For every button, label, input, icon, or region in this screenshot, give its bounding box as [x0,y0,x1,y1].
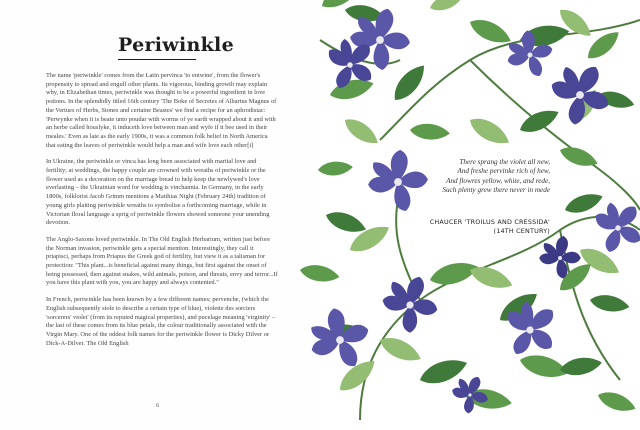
attribution-century: (14TH CENTURY) [493,226,550,235]
paragraph-french: In French, periwinkle has been known by a few different names; pervenche, (which the English subsequently stole to describe a certain type of blue), violette des sorciers 'sorcerers' violet' (from its reputed magical properties), and pucelage meaning 'virginity' – the last of these comes from its blue petals, the colour traditionally associated with the Virgin Mary. One of the oddest folk names for the periwinkle flower is Dicky Dilver or Dick-A-Dilver. The Old English [46,296,276,347]
poem-quote [372,158,550,195]
attribution-author: CHAUCER 'TROILUS AND CRESSIDA' [429,218,550,226]
poem-line-3: And flowres yellow, white, and rede, [446,176,550,185]
paragraph-ukraine: In Ukraine, the periwinkle or vinca has long been associated with marital love and fertility; at weddings, the happy couple are crowned with wreaths of periwinkle or the flower used as a decoration on the marriage bread to help keep the newlywed's love everlasting – the Ukrainian word for wedding is vinchannia. In Germany, in the early 1800s, folklorist Jacob Grimm mentions a Matthias Night (February 24th) tradition of young girls plaiting periwinkle wreaths to symbolise a forthcoming marriage, while in Victorian floral language a sprig of periwinkle flowers showed someone your unending devotion. [46,158,270,227]
poem-line-4: Such plenty grew there never in mede [442,185,550,194]
page-title: Periwinkle [118,34,234,56]
poem-line-1: There sprang the violet all new, [459,158,550,166]
page-number: 6 [156,402,160,409]
poem-attribution [404,218,550,236]
periwinkle-flowers [300,9,640,417]
paragraph-etymology: The name 'periwinkle' comes from the Latin pervinca 'to entwine', from the flower's propensity to spread and engulf other plants. Its vigorous, binding growth may explain why, in Elizabethan times, periwinkle was thought to be a powerful ingredient in love potions. In the splendidly titled 16th century 'The Boke of Secretes of Albartus Magnus of the Vertues of Herbs, Stones and certaine Beastes' we find a recipe for an aphrodisiac: 'Perwynke when it is beate unto poudar with worms of ye earth wrapped about it and with an herbe called houslyke, it induceth love between man and wyfe if it bee used in their meales.' Even as late as the early 1900s, it was a common folk belief in North America that eating the leaves of periwinkle would help a man and wife love each other[i] [46,72,277,149]
poem-line-2: And freshe pervinke rich of hew, [457,167,550,176]
paragraph-anglo-saxons: The Anglo-Saxons loved periwinkle. In The Old English Herbarium, written just before the Norman invasion, periwinkle gets a special mention. Interestingly, they call it priapisci, perhaps from Priapus the Greek god of fertility, but view it as a talisman for protection: "This plant...is beneficial against many things, but first against the onset of being possessed, then against snakes, wild animals, poison, and threats, envy and terror...If you have this plant with you, you are happy and always contented." [46,235,278,287]
